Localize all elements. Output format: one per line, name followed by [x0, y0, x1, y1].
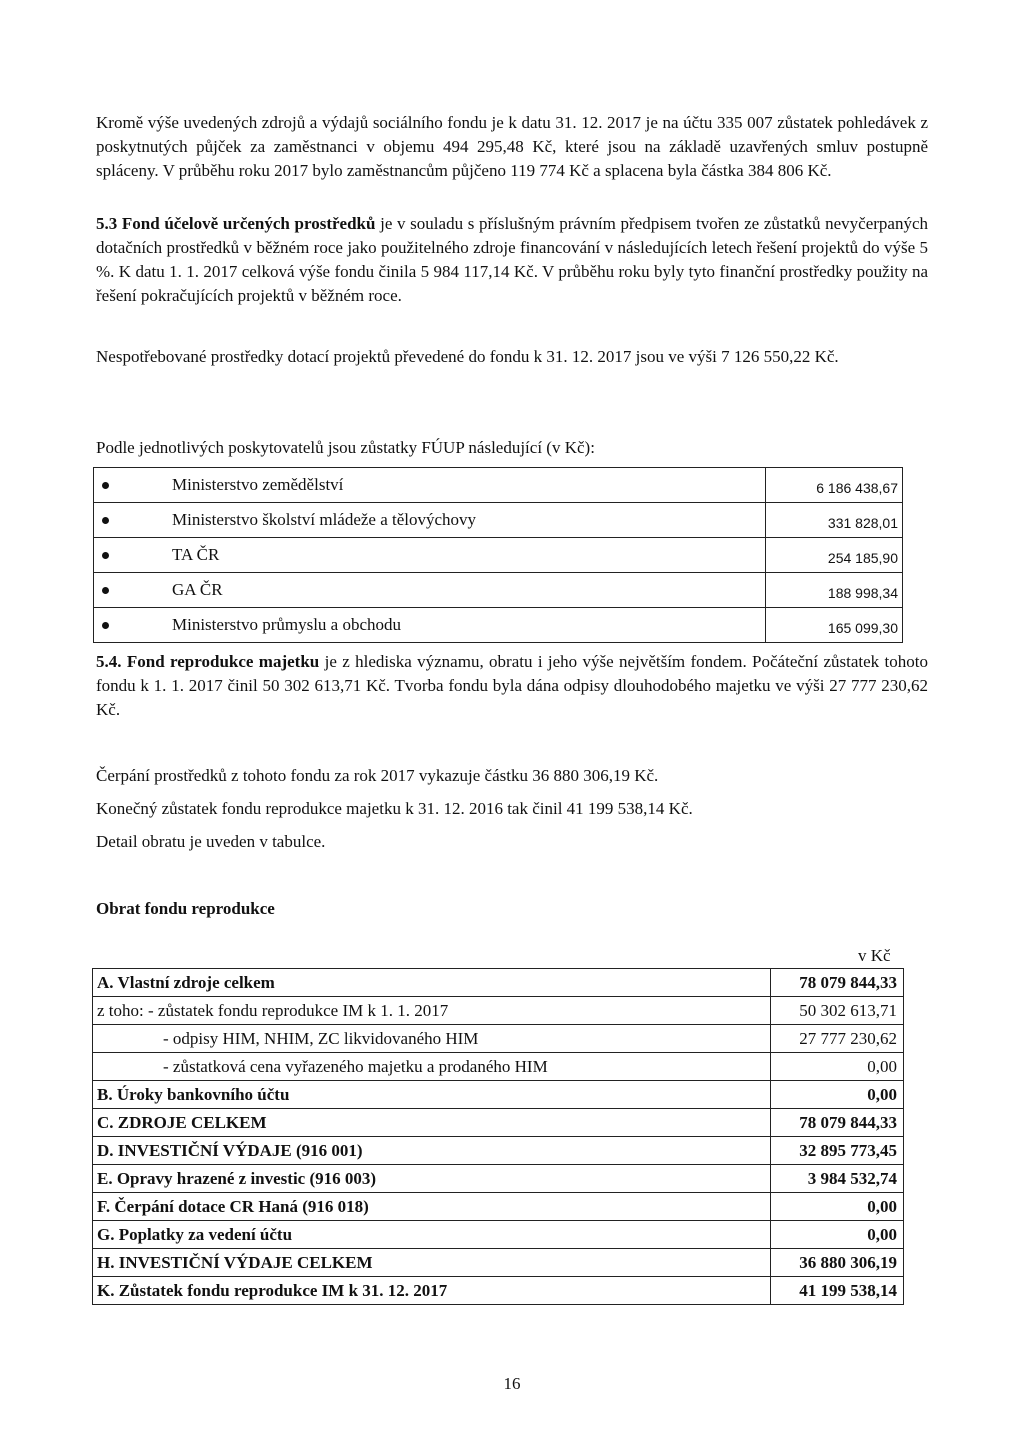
fund-row-label: - odpisy HIM, NHIM, ZC likvidovaného HIM [93, 1025, 771, 1053]
bullet-icon [102, 482, 109, 489]
grant-provider-name [94, 468, 766, 503]
grant-amount: 254 185,90 [766, 538, 903, 573]
fund-row-label: B. Úroky bankovního účtu [93, 1081, 771, 1109]
fund-row-amount: 0,00 [771, 1221, 904, 1249]
fund-row-label: - zůstatková cena vyřazeného majetku a prodaného HIM [93, 1053, 771, 1081]
paragraph-reproduction-fund [96, 650, 928, 722]
fund-row-label: H. INVESTIČNÍ VÝDAJE CELKEM [93, 1249, 771, 1277]
paragraph-detail-note: Detail obratu je uveden v tabulce. [96, 832, 326, 851]
grant-provider-name [94, 503, 766, 538]
fund-row [93, 969, 904, 997]
grant-provider-label: Ministerstvo průmyslu a obchodu [172, 615, 402, 634]
fund-row-amount: 0,00 [771, 1053, 904, 1081]
fund-row-label: F. Čerpání dotace CR Haná (916 018) [93, 1193, 771, 1221]
fund-table-heading: Obrat fondu reprodukce [96, 899, 275, 918]
fund-row-label: z toho: - zůstatek fondu reprodukce IM k 1. 1. 2017 [93, 997, 771, 1025]
paragraph-providers-intro: Podle jednotlivých poskytovatelů jsou zůstatky FÚUP následující (v Kč): [96, 438, 595, 457]
grant-row [94, 503, 903, 538]
fund-row-amount: 41 199 538,14 [771, 1277, 904, 1305]
fund-row-amount: 50 302 613,71 [771, 997, 904, 1025]
bullet-icon [102, 552, 109, 559]
grant-provider-label: Ministerstvo zemědělství [172, 475, 344, 494]
fund-row-amount: 78 079 844,33 [771, 969, 904, 997]
fund-row [93, 1081, 904, 1109]
fund-row [93, 1277, 904, 1305]
fund-row [93, 1137, 904, 1165]
paragraph-earmarked-fund-text: je v souladu s příslušným právním předpisem tvořen ze zůstatků nevyčerpaných dotačních prostředků v běžném roce jako použitelného zdroje financování v následujících letech řešení projektů do výše 5 %. K datu 1. 1. 2017 celková výše fondu činila 5 984 117,14 Kč. V průběhu roku byly tyto finanční prostředky použity na řešení pokračujících projektů v běžném roce. [96, 214, 929, 305]
fund-row-amount: 0,00 [771, 1081, 904, 1109]
fund-row [93, 1193, 904, 1221]
grant-row [94, 608, 903, 643]
fund-row [93, 1109, 904, 1137]
fund-table-unit: v Kč [858, 946, 891, 965]
fund-turnover-table [92, 968, 904, 1305]
grant-provider-name [94, 538, 766, 573]
grant-amount: 6 186 438,67 [766, 468, 903, 503]
fund-row-label: D. INVESTIČNÍ VÝDAJE (916 001) [93, 1137, 771, 1165]
fund-row-label: C. ZDROJE CELKEM [93, 1109, 771, 1137]
grant-row [94, 573, 903, 608]
grant-amount: 188 998,34 [766, 573, 903, 608]
paragraph-final-balance: Konečný zůstatek fondu reprodukce majetku k 31. 12. 2016 tak činil 41 199 538,14 Kč. [96, 799, 693, 818]
paragraph-social-fund-loans: Kromě výše uvedených zdrojů a výdajů sociálního fondu je k datu 31. 12. 2017 je na účtu 335 007 zůstatek pohledávek z poskytnutých půjček za zaměstnanci v objemu 494 295,48 Kč, které jsou na základě uzavřených smluv postupně spláceny. V průběhu roku 2017 bylo zaměstnancům půjčeno 119 774 Kč a splacena byla částka 384 806 Kč. [96, 113, 928, 180]
fund-row [93, 1221, 904, 1249]
fund-row-amount: 32 895 773,45 [771, 1137, 904, 1165]
fund-row [93, 997, 904, 1025]
fund-row-amount: 3 984 532,74 [771, 1165, 904, 1193]
fund-row [93, 1249, 904, 1277]
section-5-3-heading: 5.3 Fond účelově určených prostředků [96, 214, 376, 233]
fund-row-amount: 0,00 [771, 1193, 904, 1221]
grant-provider-name [94, 573, 766, 608]
fund-row [93, 1165, 904, 1193]
paragraph-reproduction-fund-text: je z hlediska významu, obratu i jeho výše největším fondem. Počáteční zůstatek tohoto fondu k 1. 1. 2017 činil 50 302 613,71 Kč. Tvorba fondu byla dána odpisy dlouhodobého majetku ve výši 27 777 230,62 Kč. [96, 652, 928, 719]
grant-row [94, 468, 903, 503]
fund-row-label: K. Zůstatek fondu reprodukce IM k 31. 12. 2017 [93, 1277, 771, 1305]
fund-row-label: E. Opravy hrazené z investic (916 003) [93, 1165, 771, 1193]
grant-amount: 165 099,30 [766, 608, 903, 643]
grant-provider-label: Ministerstvo školství mládeže a tělovýchovy [172, 510, 477, 529]
grant-provider-label: TA ČR [172, 545, 220, 564]
grant-provider-name [94, 608, 766, 643]
section-5-4-heading: 5.4. Fond reprodukce majetku [96, 652, 320, 671]
fund-row [93, 1025, 904, 1053]
fund-row-amount: 36 880 306,19 [771, 1249, 904, 1277]
bullet-icon [102, 517, 109, 524]
fund-row-label: A. Vlastní zdroje celkem [93, 969, 771, 997]
grant-row [94, 538, 903, 573]
grant-providers-table [93, 467, 903, 643]
fund-row-label: G. Poplatky za vedení účtu [93, 1221, 771, 1249]
bullet-icon [102, 587, 109, 594]
fund-row-amount: 78 079 844,33 [771, 1109, 904, 1137]
fund-row-amount: 27 777 230,62 [771, 1025, 904, 1053]
paragraph-earmarked-fund [96, 212, 928, 308]
page-number: 16 [503, 1374, 521, 1393]
paragraph-unused-grants: Nespotřebované prostředky dotací projektů převedené do fondu k 31. 12. 2017 jsou ve výši 7 126 550,22 Kč. [96, 347, 839, 366]
fund-row [93, 1053, 904, 1081]
grant-amount: 331 828,01 [766, 503, 903, 538]
bullet-icon [102, 622, 109, 629]
grant-provider-label: GA ČR [172, 580, 223, 599]
paragraph-fund-usage: Čerpání prostředků z tohoto fondu za rok 2017 vykazuje částku 36 880 306,19 Kč. [96, 766, 659, 785]
